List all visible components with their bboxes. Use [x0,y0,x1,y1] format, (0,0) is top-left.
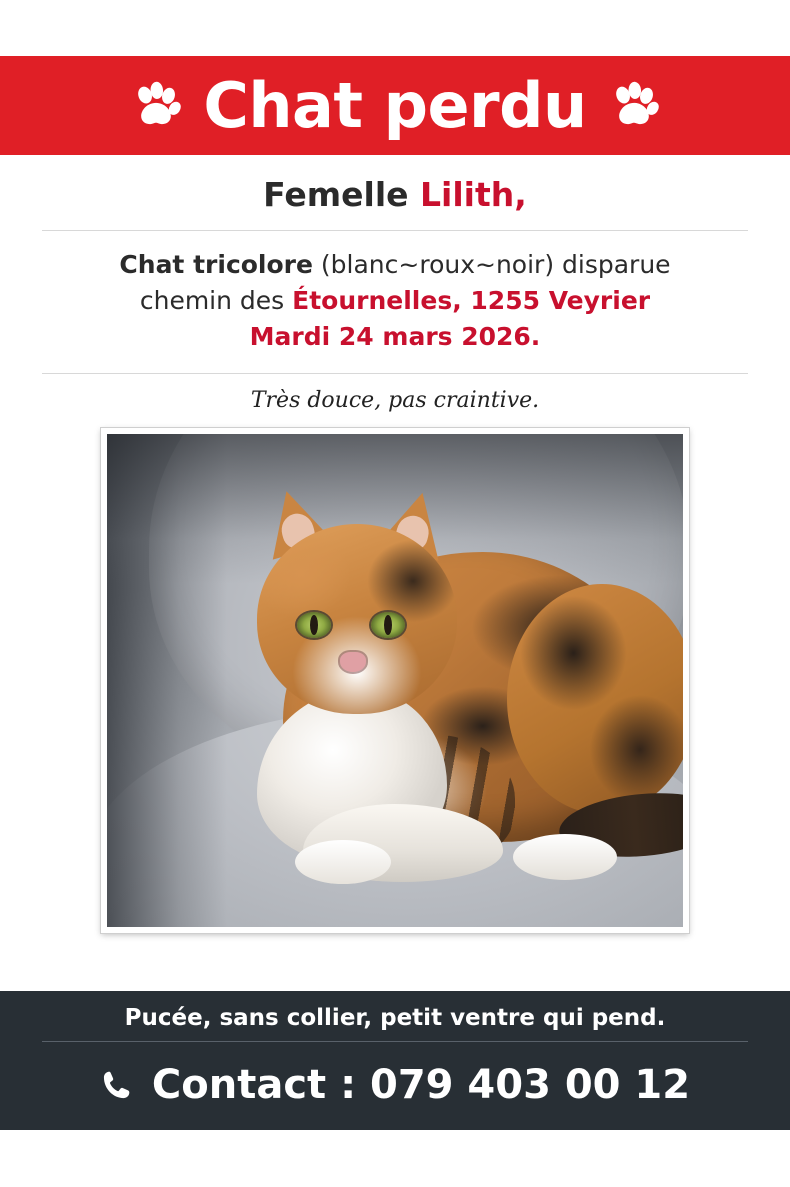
subject-line [263,175,527,214]
contact-label: Contact : [151,1061,370,1108]
cat-rump [507,584,683,814]
cat-left-eye [297,612,331,638]
contact-line [152,1062,690,1108]
cat-illustration [107,434,683,927]
poster-content [0,155,790,991]
cat-nose [340,652,366,672]
paw-print-icon-left [131,81,181,131]
divider-bottom [42,373,748,374]
cat-head [257,524,457,714]
subject-prefix: Femelle [263,175,421,214]
cat-front-paw [295,840,391,884]
description-colors: (blanc~roux~noir) disparue [312,250,671,279]
description-breed: Chat tricolore [119,250,313,279]
description-block [119,247,670,355]
bottom-margin [0,1130,790,1187]
cat-back-paw [513,834,617,880]
temperament-note: Très douce, pas craintive. [250,388,540,413]
phone-icon [100,1068,134,1102]
divider-top [42,230,748,231]
contact-phone-number[interactable]: 079 403 00 12 [370,1061,691,1108]
title-banner [0,56,790,155]
paw-print-icon-right [609,81,659,131]
cat-name: Lilith, [420,175,527,214]
contact-bar[interactable] [0,1054,790,1130]
description-date: Mardi 24 mars 2026. [249,322,541,351]
description-line-2 [119,283,670,319]
footer-note-bar [0,991,790,1054]
footer-divider [42,1041,748,1042]
cat-right-eye [371,612,405,638]
identification-note: Pucée, sans collier, petit ventre qui pend. [124,1004,666,1031]
page-title: Chat perdu [203,68,587,142]
description-line-1 [119,247,670,283]
cat-photo [107,434,683,927]
top-margin [0,0,790,56]
description-location: Étournelles, 1255 Veyrier [292,286,651,315]
cat-photo-frame [101,428,689,933]
description-location-prefix: chemin des [139,286,293,315]
description-line-3 [119,319,670,355]
